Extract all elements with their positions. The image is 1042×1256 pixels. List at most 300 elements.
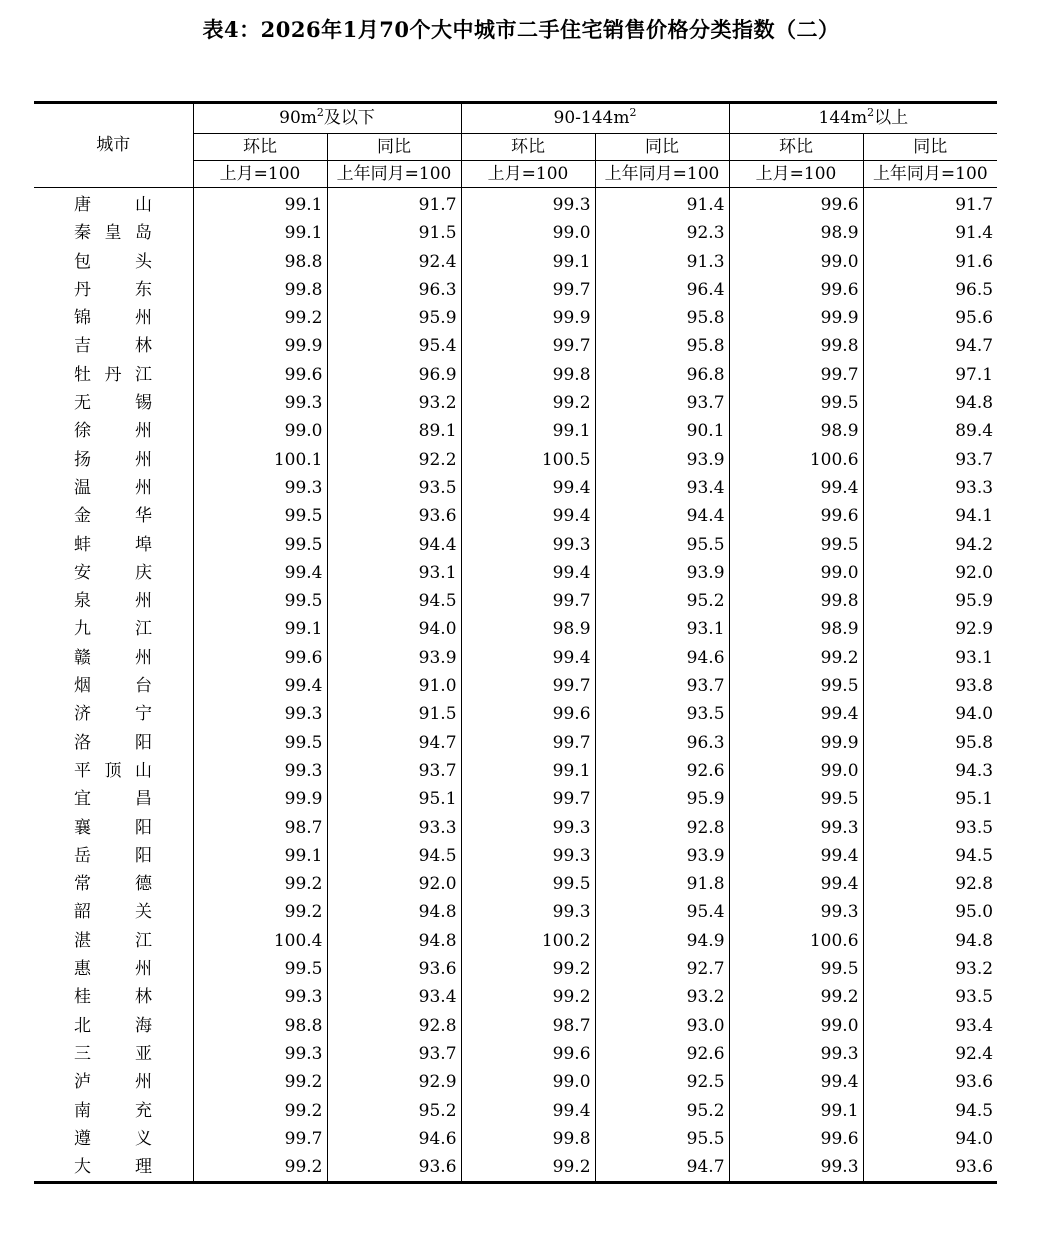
city-cell [34,1153,193,1183]
value-cell: 93.5 [327,474,461,502]
value-cell: 94.2 [863,531,997,559]
value-cell: 99.2 [729,644,863,672]
table-row [34,474,997,502]
value-cell: 93.6 [327,955,461,983]
table-row [34,1153,997,1183]
value-cell: 94.8 [863,927,997,955]
value-cell: 99.3 [461,842,595,870]
value-cell: 99.1 [729,1097,863,1125]
value-cell: 99.7 [193,1125,327,1153]
value-cell: 94.0 [327,615,461,643]
value-cell: 99.5 [193,955,327,983]
city-cell [34,446,193,474]
value-cell: 89.1 [327,417,461,445]
value-cell: 99.8 [461,1125,595,1153]
value-cell: 99.2 [193,870,327,898]
value-cell: 98.8 [193,1012,327,1040]
city-cell [34,700,193,728]
table-row [34,672,997,700]
value-cell: 91.5 [327,219,461,247]
value-cell: 99.1 [193,219,327,247]
value-cell: 99.0 [729,757,863,785]
value-cell: 93.5 [863,814,997,842]
value-cell: 99.2 [193,304,327,332]
table-row [34,389,997,417]
value-cell: 99.5 [193,729,327,757]
value-cell: 99.4 [461,644,595,672]
value-cell: 92.2 [327,446,461,474]
table-row [34,417,997,445]
value-cell: 99.6 [729,502,863,530]
table-row [34,188,997,220]
value-cell: 99.5 [729,531,863,559]
city-char: 济 [74,704,91,725]
sub-header: 同比 [327,134,461,161]
city-column-header: 城市 [34,103,193,188]
city-char: 州 [135,421,152,442]
value-cell: 99.7 [461,729,595,757]
value-cell: 99.9 [461,304,595,332]
value-cell: 94.9 [595,927,729,955]
group-header-small: $90m^2$及以下 [193,103,461,134]
value-cell: 94.4 [327,531,461,559]
city-char: 桂 [74,987,91,1008]
value-cell: 99.3 [461,188,595,220]
table-row [34,361,997,389]
value-cell: 100.4 [193,927,327,955]
city-cell [34,332,193,360]
sub-header: 同比 [863,134,997,161]
value-cell: 99.2 [729,983,863,1011]
value-cell: 95.4 [595,898,729,926]
table-row [34,757,997,785]
value-cell: 95.8 [863,729,997,757]
value-cell: 94.7 [595,1153,729,1183]
city-char: 江 [135,364,152,385]
value-cell: 93.4 [863,1012,997,1040]
value-cell: 99.4 [729,474,863,502]
value-cell: 91.7 [327,188,461,220]
value-cell: 94.8 [327,927,461,955]
city-cell [34,1125,193,1153]
value-cell: 94.5 [327,842,461,870]
value-cell: 98.9 [729,417,863,445]
city-char: 州 [135,477,152,498]
value-cell: 94.5 [863,1097,997,1125]
value-cell: 99.1 [461,417,595,445]
value-cell: 93.9 [595,446,729,474]
value-cell: 99.4 [461,1097,595,1125]
city-char: 林 [135,336,152,357]
value-cell: 98.7 [193,814,327,842]
table-body [34,188,997,1183]
value-cell: 99.3 [461,814,595,842]
value-cell: 99.8 [193,276,327,304]
city-char: 州 [135,1072,152,1093]
sub-header: 环比 [193,134,327,161]
city-char: 理 [135,1157,152,1178]
sub-header: 环比 [729,134,863,161]
value-cell: 99.6 [461,1040,595,1068]
value-cell: 89.4 [863,417,997,445]
base-header: 上月=100 [729,161,863,188]
value-cell: 92.3 [595,219,729,247]
value-cell: 99.2 [193,1097,327,1125]
value-cell: 93.7 [863,446,997,474]
city-cell [34,983,193,1011]
city-char: 顶 [104,760,122,781]
value-cell: 99.3 [461,898,595,926]
value-cell: 99.8 [729,332,863,360]
sub-header: 同比 [595,134,729,161]
value-cell: 93.6 [863,1068,997,1096]
city-char: 九 [74,619,91,640]
value-cell: 93.3 [327,814,461,842]
city-char: 充 [135,1100,152,1121]
value-cell: 94.0 [863,700,997,728]
city-cell [34,389,193,417]
city-char: 安 [74,562,91,583]
city-cell [34,814,193,842]
value-cell: 96.3 [327,276,461,304]
value-cell: 99.0 [729,248,863,276]
value-cell: 99.4 [729,1068,863,1096]
value-cell: 93.7 [595,389,729,417]
value-cell: 96.5 [863,276,997,304]
table-row [34,700,997,728]
city-cell [34,1012,193,1040]
value-cell: 95.8 [595,304,729,332]
city-char: 南 [74,1100,91,1121]
city-cell [34,842,193,870]
city-char: 秦 [74,223,91,244]
city-cell [34,531,193,559]
value-cell: 99.5 [193,502,327,530]
city-char: 徐 [74,421,91,442]
value-cell: 92.8 [595,814,729,842]
value-cell: 91.8 [595,870,729,898]
value-cell: 99.5 [729,389,863,417]
sub-header: 环比 [461,134,595,161]
value-cell: 95.0 [863,898,997,926]
table-row [34,870,997,898]
base-header: 上月=100 [461,161,595,188]
value-cell: 91.0 [327,672,461,700]
value-cell: 99.6 [193,361,327,389]
table-row [34,248,997,276]
value-cell: 93.9 [595,559,729,587]
table-row [34,729,997,757]
city-char: 三 [74,1043,91,1064]
value-cell: 99.0 [729,1012,863,1040]
city-char: 州 [135,449,152,470]
value-cell: 99.5 [729,785,863,813]
city-cell [34,757,193,785]
city-char: 宜 [74,789,91,810]
value-cell: 93.7 [327,1040,461,1068]
value-cell: 92.9 [863,615,997,643]
base-header: 上年同月=100 [595,161,729,188]
value-cell: 93.6 [327,502,461,530]
table-row [34,332,997,360]
city-char: 吉 [74,336,91,357]
value-cell: 99.2 [193,898,327,926]
table-row [34,927,997,955]
city-cell [34,417,193,445]
city-char: 平 [74,760,91,781]
city-char: 无 [74,393,91,414]
value-cell: 93.5 [863,983,997,1011]
city-char: 温 [74,477,91,498]
city-char: 常 [74,874,91,895]
value-cell: 99.3 [193,757,327,785]
value-cell: 95.9 [327,304,461,332]
value-cell: 95.1 [327,785,461,813]
city-char: 襄 [74,817,91,838]
value-cell: 99.6 [193,644,327,672]
city-char: 大 [74,1157,91,1178]
value-cell: 99.1 [461,248,595,276]
value-cell: 99.9 [729,304,863,332]
city-char: 泸 [74,1072,91,1093]
value-cell: 95.5 [595,1125,729,1153]
value-cell: 99.7 [461,332,595,360]
value-cell: 94.6 [327,1125,461,1153]
value-cell: 93.0 [595,1012,729,1040]
city-char: 州 [135,591,152,612]
value-cell: 92.6 [595,1040,729,1068]
value-cell: 92.0 [327,870,461,898]
value-cell: 99.2 [461,1153,595,1183]
value-cell: 99.1 [193,188,327,220]
value-cell: 93.1 [595,615,729,643]
table-row [34,1068,997,1096]
value-cell: 91.4 [863,219,997,247]
city-cell [34,644,193,672]
value-cell: 93.4 [595,474,729,502]
city-char: 遵 [74,1128,91,1149]
city-char: 锡 [135,393,152,414]
group-header-medium: $90-144m^2$ [461,103,729,134]
value-cell: 99.4 [729,842,863,870]
value-cell: 99.4 [193,559,327,587]
value-cell: 94.0 [863,1125,997,1153]
city-char: 州 [135,959,152,980]
value-cell: 92.7 [595,955,729,983]
table-row [34,983,997,1011]
value-cell: 99.6 [461,700,595,728]
value-cell: 99.2 [461,955,595,983]
value-cell: 99.4 [729,700,863,728]
city-cell [34,785,193,813]
table-row [34,1097,997,1125]
value-cell: 94.5 [327,587,461,615]
city-char: 北 [74,1015,91,1036]
value-cell: 92.8 [327,1012,461,1040]
value-cell: 99.9 [193,332,327,360]
table-row [34,1040,997,1068]
city-cell [34,248,193,276]
value-cell: 99.3 [193,1040,327,1068]
city-char: 烟 [74,676,91,697]
value-cell: 95.1 [863,785,997,813]
value-cell: 99.2 [193,1068,327,1096]
value-cell: 94.3 [863,757,997,785]
value-cell: 99.9 [193,785,327,813]
city-char: 江 [135,930,152,951]
value-cell: 99.5 [193,587,327,615]
value-cell: 93.8 [863,672,997,700]
table-row [34,955,997,983]
city-char: 山 [135,195,152,215]
value-cell: 97.1 [863,361,997,389]
value-cell: 93.2 [863,955,997,983]
value-cell: 100.1 [193,446,327,474]
table-row [34,1012,997,1040]
value-cell: 99.0 [729,559,863,587]
value-cell: 99.1 [461,757,595,785]
city-char: 扬 [74,449,91,470]
city-char: 丹 [74,279,91,300]
city-char: 岛 [135,223,152,244]
city-char: 关 [135,902,152,923]
value-cell: 96.8 [595,361,729,389]
value-cell: 99.2 [461,389,595,417]
value-cell: 99.1 [193,842,327,870]
city-cell [34,1068,193,1096]
value-cell: 99.4 [461,502,595,530]
value-cell: 90.1 [595,417,729,445]
value-cell: 99.6 [729,1125,863,1153]
city-char: 阳 [135,845,152,866]
table-row [34,1125,997,1153]
value-cell: 98.7 [461,1012,595,1040]
city-char: 丹 [104,364,122,385]
city-char: 江 [135,619,152,640]
value-cell: 93.9 [327,644,461,672]
table-row [34,615,997,643]
value-cell: 95.5 [595,531,729,559]
table-row [34,785,997,813]
city-char: 山 [135,760,152,781]
table-row [34,587,997,615]
city-char: 宁 [135,704,152,725]
city-char: 阳 [135,732,152,753]
city-char: 州 [135,647,152,668]
value-cell: 99.4 [729,870,863,898]
value-cell: 92.6 [595,757,729,785]
value-cell: 99.2 [461,983,595,1011]
city-cell [34,361,193,389]
city-cell [34,1097,193,1125]
city-char: 锦 [74,308,91,329]
city-char: 岳 [74,845,91,866]
value-cell: 100.5 [461,446,595,474]
value-cell: 91.7 [863,188,997,220]
table-row [34,898,997,926]
city-char: 林 [135,987,152,1008]
value-cell: 93.1 [863,644,997,672]
value-cell: 92.8 [863,870,997,898]
table-row [34,219,997,247]
city-cell [34,927,193,955]
value-cell: 92.9 [327,1068,461,1096]
city-char: 昌 [135,789,152,810]
value-cell: 99.8 [729,587,863,615]
value-cell: 94.5 [863,842,997,870]
value-cell: 93.3 [863,474,997,502]
value-cell: 99.3 [193,389,327,417]
city-cell [34,615,193,643]
value-cell: 99.1 [193,615,327,643]
value-cell: 91.3 [595,248,729,276]
city-cell [34,955,193,983]
value-cell: 95.9 [595,785,729,813]
table-row [34,276,997,304]
value-cell: 95.2 [327,1097,461,1125]
value-cell: 99.2 [193,1153,327,1183]
city-cell [34,870,193,898]
value-cell: 94.7 [863,332,997,360]
value-cell: 99.5 [461,870,595,898]
city-char: 头 [135,251,152,272]
value-cell: 99.3 [729,1153,863,1183]
city-cell [34,188,193,220]
city-char: 金 [74,506,91,527]
city-cell [34,729,193,757]
value-cell: 95.4 [327,332,461,360]
value-cell: 92.4 [327,248,461,276]
city-char: 洛 [74,732,91,753]
value-cell: 93.4 [327,983,461,1011]
value-cell: 94.6 [595,644,729,672]
city-char: 韶 [74,902,91,923]
value-cell: 93.6 [863,1153,997,1183]
value-cell: 93.2 [327,389,461,417]
value-cell: 93.2 [595,983,729,1011]
value-cell: 92.5 [595,1068,729,1096]
value-cell: 95.8 [595,332,729,360]
table-title: 表4：2026年1月70个大中城市二手住宅销售价格分类指数（二） [202,17,840,42]
value-cell: 91.5 [327,700,461,728]
table-row [34,502,997,530]
value-cell: 94.1 [863,502,997,530]
value-cell: 99.3 [193,983,327,1011]
value-cell: 99.3 [461,531,595,559]
city-cell [34,474,193,502]
value-cell: 99.4 [461,474,595,502]
city-char: 海 [135,1015,152,1036]
value-cell: 99.4 [193,672,327,700]
value-cell: 99.3 [729,898,863,926]
city-cell [34,587,193,615]
value-cell: 92.4 [863,1040,997,1068]
value-cell: 98.9 [729,219,863,247]
value-cell: 98.9 [729,615,863,643]
table-row [34,644,997,672]
value-cell: 91.4 [595,188,729,220]
base-header: 上月=100 [193,161,327,188]
city-char: 唐 [74,195,91,215]
city-char: 德 [135,874,152,895]
value-cell: 99.3 [729,814,863,842]
city-char: 包 [74,251,91,272]
value-cell: 99.3 [193,700,327,728]
table-row [34,304,997,332]
city-char: 庆 [135,562,152,583]
group-header-large: $144m^2$以上 [729,103,997,134]
city-cell [34,672,193,700]
